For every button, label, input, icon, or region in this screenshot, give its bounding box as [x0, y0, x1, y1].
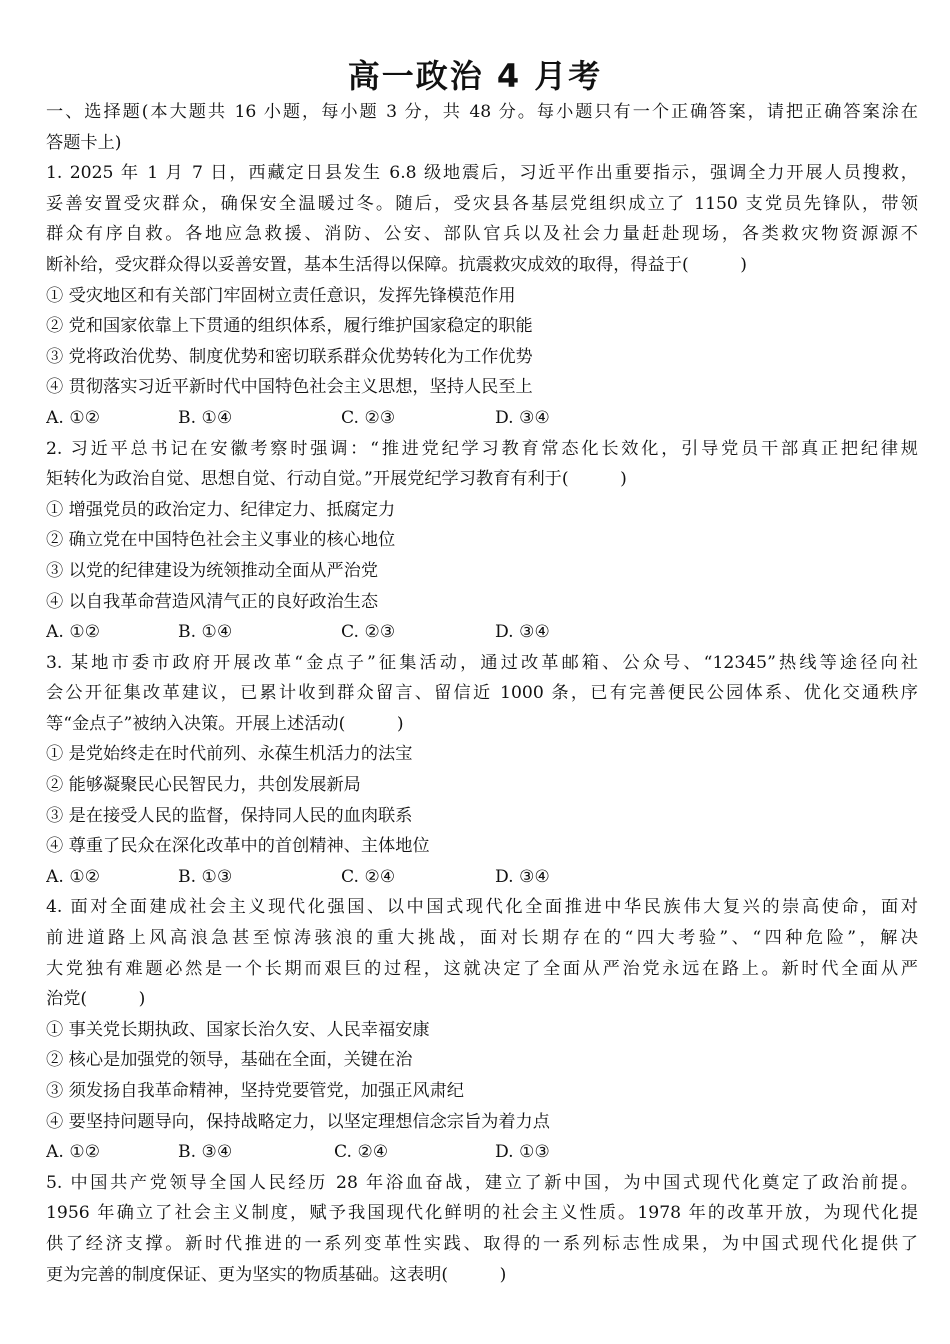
choice-b: B. ①④ [178, 622, 233, 643]
answer-choices [46, 403, 918, 434]
question-stem-line: 4. 面对全面建成社会主义现代化强国、以中国式现代化全面推进中华民族伟大复兴的崇高使命，面对 [46, 897, 918, 918]
question-stem-line: 3. 某地市委市政府开展改革“金点子”征集活动，通过改革邮箱、公众号、“12345”热线等途径向社 [46, 652, 918, 673]
question-stem-line: 2. 习近平总书记在安徽考察时强调：“推进党纪学习教育常态化长效化，引导党员干部真正把纪律规 [46, 438, 918, 459]
question-stem-line: 断补给，受灾群众得以妥善安置，基本生活得以保障。抗震救灾成效的取得，得益于( ) [46, 254, 747, 275]
page-title: 高一政治 4 月考 [347, 57, 603, 95]
question-stem-line: 更为完善的制度保证、更为坚实的物质基础。这表明( ) [46, 1264, 507, 1285]
option-item: ① 受灾地区和有关部门牢固树立责任意识，发挥先锋模范作用 [46, 285, 516, 306]
option-item: ④ 要坚持问题导向，保持战略定力，以坚定理想信念宗旨为着力点 [46, 1111, 550, 1132]
choice-d: D. ③④ [495, 622, 550, 643]
choice-d: D. ①③ [495, 1142, 550, 1163]
option-item: ① 是党始终走在时代前列、永葆生机活力的法宝 [46, 744, 413, 765]
answer-choices [46, 617, 918, 648]
choice-b: B. ③④ [178, 1142, 233, 1163]
option-item: ① 事关党长期执政、国家长治久安、人民幸福安康 [46, 1019, 430, 1040]
answer-choices [46, 862, 918, 893]
choice-c: C. ②③ [341, 622, 396, 643]
question-stem-line: 等“金点子”被纳入决策。开展上述活动( ) [46, 713, 404, 734]
choice-a: A. ①② [46, 622, 101, 643]
option-item: ③ 以党的纪律建设为统领推动全面从严治党 [46, 560, 379, 581]
option-item: ② 党和国家依靠上下贯通的组织体系，履行维护国家稳定的职能 [46, 316, 533, 337]
section-header [46, 97, 918, 158]
choice-c: C. ②④ [341, 866, 396, 887]
question-4 [46, 892, 918, 1167]
question-2 [46, 434, 918, 648]
choice-c: C. ②③ [341, 407, 396, 428]
option-item: ③ 党将政治优势、制度优势和密切联系群众优势转化为工作优势 [46, 346, 533, 367]
option-item: ② 核心是加强党的领导，基础在全面，关键在治 [46, 1050, 413, 1071]
question-stem-line: 1956 年确立了社会主义制度，赋予我国现代化鲜明的社会主义性质。1978 年的改革开放，为现代化提 [46, 1203, 918, 1224]
choice-b: B. ①③ [178, 866, 233, 887]
option-item: ③ 是在接受人民的监督，保持同人民的血肉联系 [46, 805, 413, 826]
question-stem-line: 治党( ) [46, 989, 146, 1010]
option-item: ④ 以自我革命营造风清气正的良好政治生态 [46, 591, 379, 612]
option-item: ② 能够凝聚民心民智民力，共创发展新局 [46, 775, 361, 796]
choice-a: A. ①② [46, 407, 101, 428]
question-1 [46, 158, 918, 433]
option-item: ① 增强党员的政治定力、纪律定力、抵腐定力 [46, 499, 396, 520]
choice-b: B. ①④ [178, 407, 233, 428]
question-stem-line: 前进道路上风高浪急甚至惊涛骇浪的重大挑战，面对长期存在的“四大考验”、“四种危险”，解决 [46, 928, 918, 949]
choice-a: A. ①② [46, 866, 101, 887]
section-line: 答题卡上) [46, 132, 122, 153]
question-stem-line: 矩转化为政治自觉、思想自觉、行动自觉。”开展党纪学习教育有利于( ) [46, 469, 627, 490]
question-3 [46, 648, 918, 893]
question-5 [46, 1168, 918, 1290]
option-item: ③ 须发扬自我革命精神，坚持党要管党，加强正风肃纪 [46, 1081, 464, 1101]
question-stem-line: 5. 中国共产党领导全国人民经历 28 年浴血奋战，建立了新中国，为中国式现代化奠定了政治前提。 [46, 1172, 918, 1193]
section-line: 一、选择题(本大题共 16 小题，每小题 3 分，共 48 分。每小题只有一个正确答案，请把正确答案涂在 [46, 102, 918, 122]
option-item: ④ 尊重了民众在深化改革中的首创精神、主体地位 [46, 836, 430, 857]
choice-a: A. ①② [46, 1142, 101, 1163]
question-stem-line: 大党独有难题必然是一个长期而艰巨的过程，这就决定了全面从严治党永远在路上。新时代全面从严 [46, 958, 918, 979]
choice-d: D. ③④ [495, 407, 550, 428]
question-stem-line: 妥善安置受灾群众，确保安全温暖过冬。随后，受灾县各基层党组织成立了 1150 支党员先锋队，带领 [46, 193, 918, 214]
option-item: ④ 贯彻落实习近平新时代中国特色社会主义思想，坚持人民至上 [46, 377, 533, 398]
answer-choices [46, 1137, 918, 1168]
question-stem-line: 会公开征集改革建议，已累计收到群众留言、留信近 1000 条，已有完善便民公园体系、优化交通秩序 [46, 683, 918, 704]
choice-c: C. ②④ [334, 1142, 389, 1163]
question-stem-line: 1. 2025 年 1 月 7 日，西藏定日县发生 6.8 级地震后，习近平作出重要指示，强调全力开展人员搜救， [46, 163, 918, 184]
question-stem-line: 供了经济支撑。新时代推进的一系列变革性实践、取得的一系列标志性成果，为中国式现代化提供了 [46, 1233, 918, 1254]
choice-d: D. ③④ [495, 866, 550, 887]
question-stem-line: 群众有序自救。各地应急救援、消防、公安、部队官兵以及社会力量赶赴现场，各类救灾物资源源不 [46, 224, 918, 245]
exam-content [46, 97, 918, 1290]
option-item: ② 确立党在中国特色社会主义事业的核心地位 [46, 530, 396, 551]
